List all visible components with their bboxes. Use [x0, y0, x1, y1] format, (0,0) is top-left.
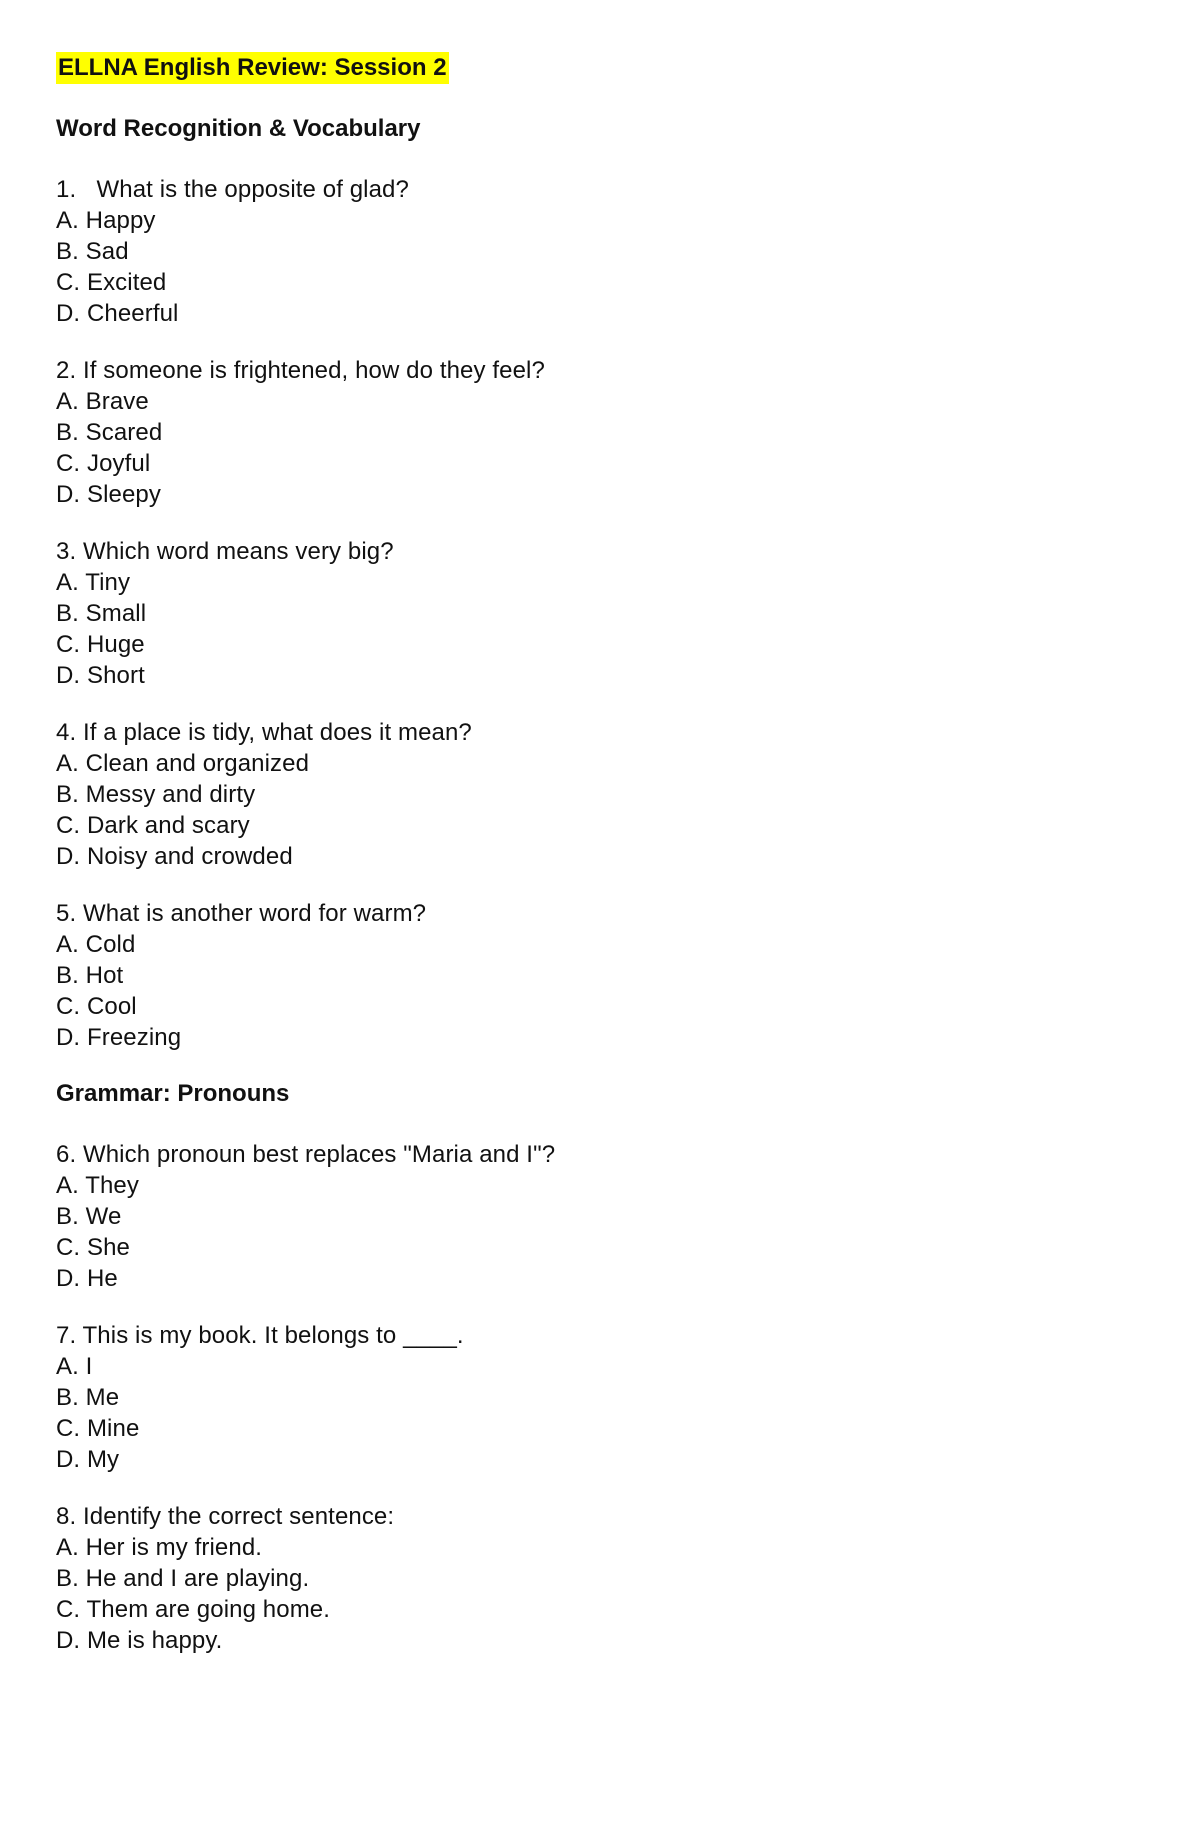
section [56, 1079, 1146, 1656]
question-text: 7. This is my book. It belongs to ____. [56, 1322, 464, 1349]
question-item [56, 1139, 1146, 1294]
answer-option: A. Tiny [56, 569, 131, 596]
answer-option: D. My [56, 1446, 120, 1473]
title-line [56, 52, 1146, 88]
question-item [56, 898, 1146, 1053]
answer-option: B. Sad [56, 238, 129, 265]
question-text: 1. What is the opposite of glad? [56, 176, 409, 203]
sections-container [56, 114, 1146, 1656]
answer-option: D. Freezing [56, 1024, 182, 1051]
answer-option: A. Brave [56, 388, 149, 415]
answer-option: B. He and I are playing. [56, 1565, 310, 1592]
question-item [56, 1501, 1146, 1656]
answer-option: C. Them are going home. [56, 1596, 330, 1623]
answer-option: D. He [56, 1265, 118, 1292]
answer-option: D. Noisy and crowded [56, 843, 293, 870]
question-text: 5. What is another word for warm? [56, 900, 427, 927]
question-item [56, 536, 1146, 691]
answer-option: B. We [56, 1203, 122, 1230]
answer-option: B. Messy and dirty [56, 781, 256, 808]
answer-option: D. Sleepy [56, 481, 161, 508]
answer-option: A. I [56, 1353, 93, 1380]
answer-option: C. Cool [56, 993, 137, 1020]
answer-option: B. Scared [56, 419, 163, 446]
answer-option: C. Huge [56, 631, 145, 658]
answer-option: A. Her is my friend. [56, 1534, 263, 1561]
answer-option: A. They [56, 1172, 139, 1199]
document-title: ELLNA English Review: Session 2 [56, 52, 449, 84]
answer-option: B. Me [56, 1384, 120, 1411]
answer-option: B. Hot [56, 962, 124, 989]
answer-option: A. Cold [56, 931, 136, 958]
answer-option: D. Me is happy. [56, 1627, 223, 1654]
answer-option: C. Excited [56, 269, 167, 296]
answer-option: C. Dark and scary [56, 812, 250, 839]
section-heading: Word Recognition & Vocabulary [56, 115, 421, 142]
question-text: 4. If a place is tidy, what does it mean? [56, 719, 472, 746]
answer-option: C. She [56, 1234, 130, 1261]
question-text: 2. If someone is frightened, how do they feel? [56, 357, 545, 384]
question-item [56, 717, 1146, 872]
question-item [56, 174, 1146, 329]
answer-option: A. Clean and organized [56, 750, 310, 777]
document-page [56, 52, 1146, 1682]
answer-option: D. Cheerful [56, 300, 179, 327]
question-item [56, 1320, 1146, 1475]
question-text: 3. Which word means very big? [56, 538, 394, 565]
question-text: 6. Which pronoun best replaces "Maria and I"? [56, 1141, 556, 1168]
question-item [56, 355, 1146, 510]
question-text: 8. Identify the correct sentence: [56, 1503, 395, 1530]
section-heading: Grammar: Pronouns [56, 1080, 290, 1107]
answer-option: C. Mine [56, 1415, 140, 1442]
section [56, 114, 1146, 1053]
answer-option: B. Small [56, 600, 147, 627]
answer-option: A. Happy [56, 207, 156, 234]
answer-option: C. Joyful [56, 450, 151, 477]
answer-option: D. Short [56, 662, 145, 689]
